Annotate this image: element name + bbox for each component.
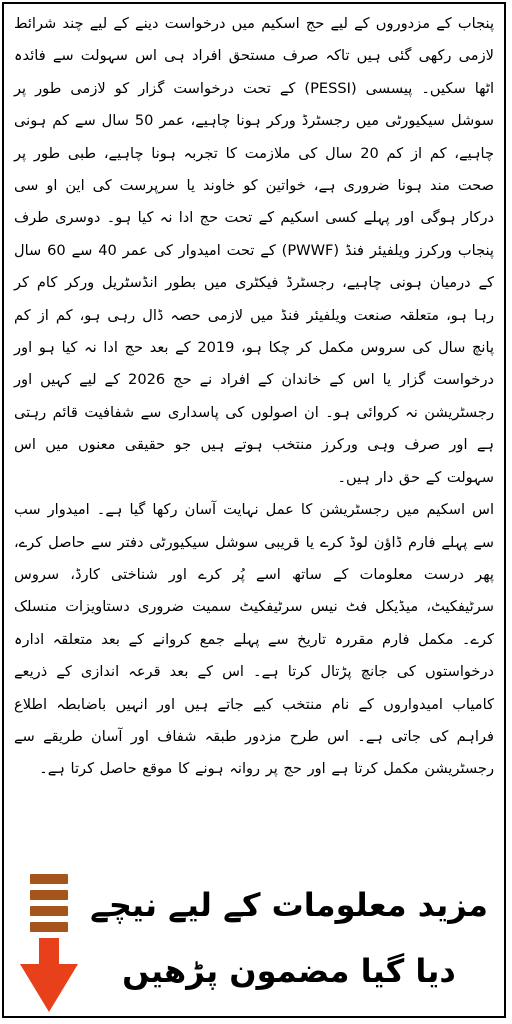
paragraph-registration: اس اسکیم میں رجسٹریشن کا عمل نہایت آسان رکھا گیا ہے۔ امیدوار سب سے پہلے فارم ڈاؤن لوڈ کرے یا قریبی سوشل سیکیورٹی دفتر سے حاصل کرے، پھر درست معلومات کے ساتھ اسے پُر کرے اور شناختی کارڈ، سروس سرٹیفکیٹ، میڈیکل فٹ نیس سرٹیفکیٹ سمیت ضروری دستاویزات منسلک کرے۔ مکمل فارم مقررہ تاریخ سے پہلے جمع کروانے کے بعد متعلقہ ادارہ درخواستوں کی جانچ پڑتال کرتا ہے۔ اس کے بعد قرعہ اندازی کے ذریعے کامیاب امیدواروں کے نام منتخب کیے جاتے ہیں اور انہیں باضابطہ اطلاع فراہم کی جاتی ہے۔ اس طرح مزدور طبقہ شفاف اور آسان طریقے سے رجسٹریشن مکمل کرتا ہے اور حج پر روانہ ہونے کا موقع حاصل کرتا ہے۔ xyxy=(14,501,494,778)
arrow-head-icon xyxy=(20,938,78,1012)
paragraph-eligibility: پنجاب کے مزدوروں کے لیے حج اسکیم میں درخواست دینے کے لیے چند شرائط لازمی رکھی گئی ہیں تاکہ صرف مستحق افراد ہی اس سہولت سے فائدہ اٹھا سکیں۔ پیسسی (PESSI) کے تحت درخواست گزار کو لازمی طور پر سوشل سیکیورٹی میں رجسٹرڈ ورکر ہونا چاہیے، عمر 50 سال سے کم ہونی چاہیے، کم از کم 20 سال کی ملازمت کا تجربہ ہونا چاہیے، طبی طور پر صحت مند ہونا ضروری ہے، خواتین کو خاوند یا سرپرست کی این او سی درکار ہوگی اور پہلے کسی اسکیم کے تحت حج ادا نہ کیا ہو۔ دوسری طرف پنجاب ورکرز ویلفیئر فنڈ (PWWF) کے تحت امیدوار کی عمر 40 سے 60 سال کے درمیان ہونی چاہیے، رجسٹرڈ فیکٹری میں بطور انڈسٹریل ورکر کام کر رہا ہو، متعلقہ صنعت ویلفیئر فنڈ میں لازمی حصہ ڈال رہی ہو، کم از کم پانچ سال کی سروس مکمل کر چکا ہو، 2019 کے بعد حج ادا نہ کیا ہو اور درخواست گزار یا اس کے خاندان کے افراد نے حج 2026 کے لیے کہیں اور رجسٹریشن نہ کروائی ہو۔ ان اصولوں کی پاسداری سے شفافیت قائم رہتی ہے اور صرف وہی ورکرز منتخب ہوتے ہیں جو حقیقی معنوں میں اس سہولت کے حق دار ہیں۔ xyxy=(14,15,495,486)
read-more-text xyxy=(82,872,496,1004)
arrow-stripe xyxy=(30,890,68,900)
arrow-stripe xyxy=(30,874,68,884)
article-card xyxy=(2,2,506,1018)
read-more-line-2: دیا گیا مضمون پڑھیں xyxy=(122,952,456,990)
read-more-banner[interactable] xyxy=(6,866,502,1016)
read-more-line-1: مزید معلومات کے لیے نیچے xyxy=(90,886,488,924)
article-body xyxy=(14,8,494,786)
arrow-stripe xyxy=(30,906,68,916)
down-arrow-icon xyxy=(20,874,78,1014)
arrow-stripe xyxy=(30,922,68,932)
